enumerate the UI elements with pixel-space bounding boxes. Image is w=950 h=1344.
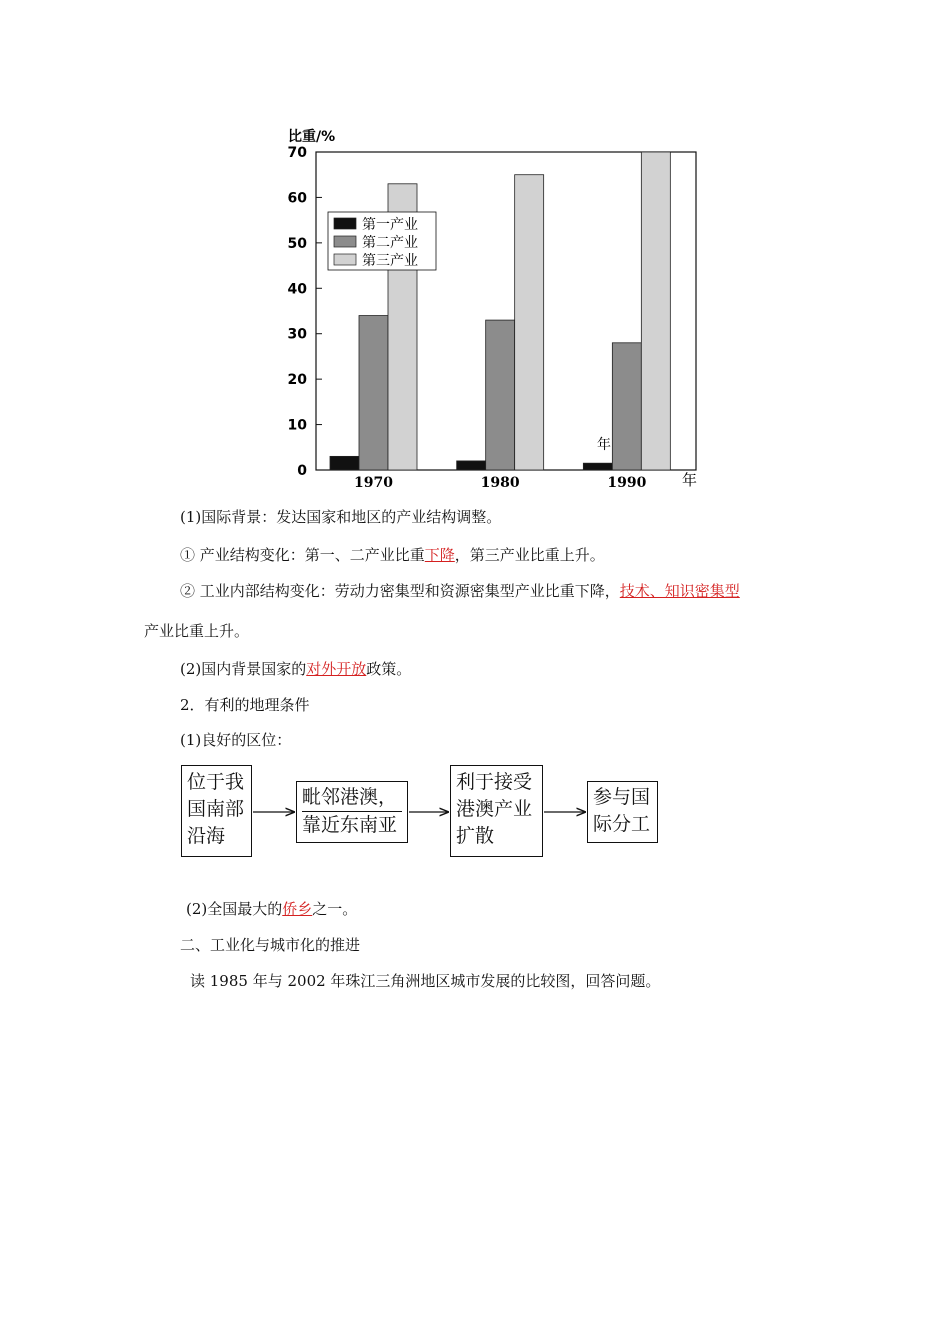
flow-box-line: 靠近东南亚 [302, 814, 398, 836]
legend-label: 第三产业 [362, 253, 418, 269]
y-tick-label: 60 [287, 190, 307, 207]
answer-blank: 对外开放 [306, 660, 367, 678]
y-tick-label: 30 [287, 326, 307, 343]
flow-box-line: 际分工 [593, 813, 651, 835]
text-segment: (2)国内背景国家的 [180, 660, 307, 678]
heading-industrialization-urbanization: 二、工业化与城市化的推进 [180, 936, 361, 954]
y-tick-label: 10 [287, 417, 307, 434]
x-tick-label: 1990 [607, 475, 647, 491]
flow-box-line: 位于我 [187, 771, 245, 793]
flow-box-line: 利于接受 [456, 771, 533, 793]
text-segment: 政策。 [366, 660, 412, 678]
flow-box-line: 港澳产业 [456, 798, 533, 820]
answer-blank: 下降 [424, 546, 455, 564]
y-tick-label: 40 [287, 281, 307, 298]
x-tick-label: 1970 [354, 475, 393, 491]
chart-annotation: 年 [597, 437, 611, 453]
y-tick-label: 50 [287, 235, 307, 252]
heading-geographic-conditions: 2．有利的地理条件 [180, 696, 310, 714]
x-axis-label: 年 [682, 471, 698, 489]
text-segment: ① 产业结构变化：第一、二产业比重 [180, 546, 425, 564]
y-tick-label: 70 [287, 145, 307, 161]
y-tick-label: 20 [287, 372, 307, 389]
flow-box-line: 参与国 [593, 786, 651, 808]
paragraph-internal-structure-cont: 产业比重上升。 [144, 622, 250, 640]
text-segment: ，第三产业比重上升。 [454, 546, 605, 564]
flow-box-line: 扩散 [456, 825, 495, 847]
x-tick-label: 1980 [480, 475, 520, 491]
text-segment: ② 工业内部结构变化：劳动力密集型和资源密集型产业比重下降， [180, 582, 620, 600]
y-tick-label: 0 [297, 463, 307, 479]
flow-box-line: 国南部 [187, 798, 245, 820]
legend-label: 第一产业 [362, 217, 418, 233]
legend-label: 第二产业 [362, 235, 418, 251]
paragraph-international-background: (1)国际背景：发达国家和地区的产业结构调整。 [180, 508, 502, 526]
answer-blank: 技术、知识密集型 [619, 582, 740, 600]
paragraph-location: (1)良好的区位： [180, 731, 292, 749]
y-axis-label: 比重/% [288, 129, 336, 145]
paragraph-overseas-chinese [186, 899, 357, 919]
paragraph-reading-prompt: 读 1985 年与 2002 年珠江三角洲地区城市发展的比较图，回答问题。 [190, 972, 661, 990]
flow-box-line: 毗邻港澳， [302, 784, 402, 812]
text-segment: (2)全国最大的 [186, 900, 283, 918]
text-segment: 之一。 [312, 900, 358, 918]
flow-box-line: 沿海 [187, 825, 226, 847]
answer-blank: 侨乡 [282, 900, 313, 918]
